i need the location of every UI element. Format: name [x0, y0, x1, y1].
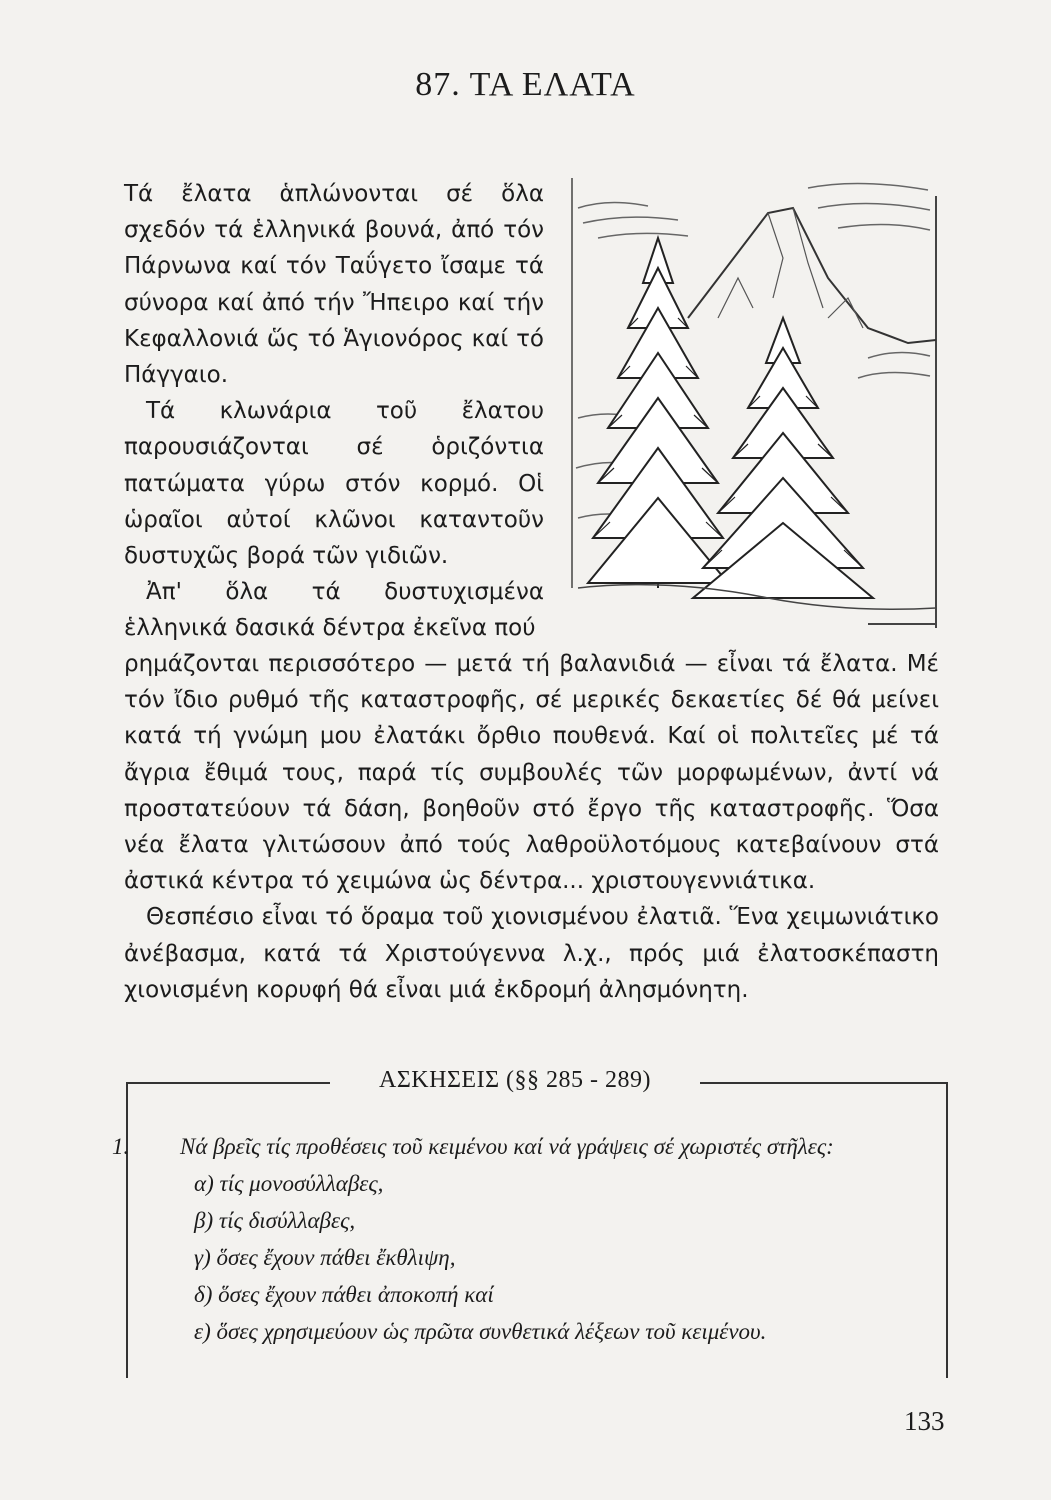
- exercise-item-d: δ) ὅσες ἔχουν πάθει ἀποκοπή καί: [194, 1282, 494, 1307]
- exercise-question-text: Νά βρεῖς τίς προθέσεις τοῦ κειμένου καί νά γράψεις σέ χωριστές στῆλες:: [180, 1134, 834, 1159]
- paragraph-3-continued: ρημάζονται περισσότερο — μετά τή βαλανιδιά — εἶναι τά ἔλατα. Μέ τόν ἴδιο ρυθμό τῆς καταστροφῆς, σέ μερικές δεκαετίες δέ θά μείνει κατά τή γνώμη μου ἐλατάκι ὄρθιο πουθενά. Καί οἱ πολιτεῖες μέ τά ἄγρια ἔθιμά τους, παρά τίς συμβουλές τῶν μορφωμένων, ἀντί νά προστατεύουν τά δάση, βοηθοῦν στό ἔργο τῆς καταστροφῆς. Ὅσα νέα ἔλατα γλιτώσουν ἀπό τούς λαθροϋλοτόμους κατεβαίνουν στά ἀστικά κέντρα τό χειμώνα ὡς δέντρα... χριστουγεννιάτικα.: [124, 651, 939, 895]
- exercise-item-e: ε) ὅσες χρησιμεύουν ὡς πρῶτα συνθετικά λέξεων τοῦ κειμένου.: [194, 1319, 767, 1344]
- exercise-item-c: γ) ὅσες ἔχουν πάθει ἔκθλιψη,: [194, 1245, 456, 1270]
- exercise-question: [112, 1128, 926, 1165]
- text-full-width: [124, 646, 939, 1008]
- paragraph-3-start: Ἀπ' ὅλα τά δυστυχισμένα ἑλληνικά δασικά δέντρα ἐκεῖνα πού: [124, 579, 544, 642]
- chapter-title: 87. ΤΑ ΕΛΑΤΑ: [415, 66, 636, 103]
- page-number: 133: [904, 1406, 945, 1436]
- exercise-1: [112, 1128, 926, 1350]
- exercise-number: 1.: [112, 1134, 130, 1159]
- text-beside-illustration: [124, 176, 544, 647]
- paragraph-2: Τά κλωνάρια τοῦ ἔλατου παρουσιάζονται σέ ὁριζόντια πατώματα γύρω στόν κορμό. Οἱ ὡραῖοι αὐτοί κλῶνοι καταντοῦν δυστυχῶς βορά τῶν γιδιῶν.: [124, 398, 544, 570]
- paragraph-1: Τά ἔλατα ἁπλώνονται σέ ὅλα σχεδόν τά ἑλληνικά βουνά, ἀπό τόν Πάρνωνα καί τόν Ταΰγετο ἴσαμε τά σύνορα καί ἀπό τήν Ἤπειρο καί τήν Κεφαλλονιά ὥς τό Ἁγιονόρος καί τό Πάγγαιο.: [124, 181, 544, 389]
- fir-trees-illustration: [568, 168, 940, 628]
- exercise-item-a: α) τίς μονοσύλλαβες,: [194, 1171, 384, 1196]
- exercise-item-b: β) τίς δισύλλαβες,: [194, 1208, 356, 1233]
- paragraph-4: Θεσπέσιο εἶναι τό ὅραμα τοῦ χιονισμένου ἐλατιᾶ. Ἕνα χειμωνιάτικο ἀνέβασμα, κατά τά Χριστούγεννα λ.χ., πρός μιά ἐλατοσκέπαστη χιονισμένη κορυφή θά εἶναι μιά ἐκδρομή ἀλησμόνητη.: [124, 904, 939, 1003]
- exercise-heading: ΑΣΚΗΣΕΙΣ (§§ 285 - 289): [330, 1067, 700, 1094]
